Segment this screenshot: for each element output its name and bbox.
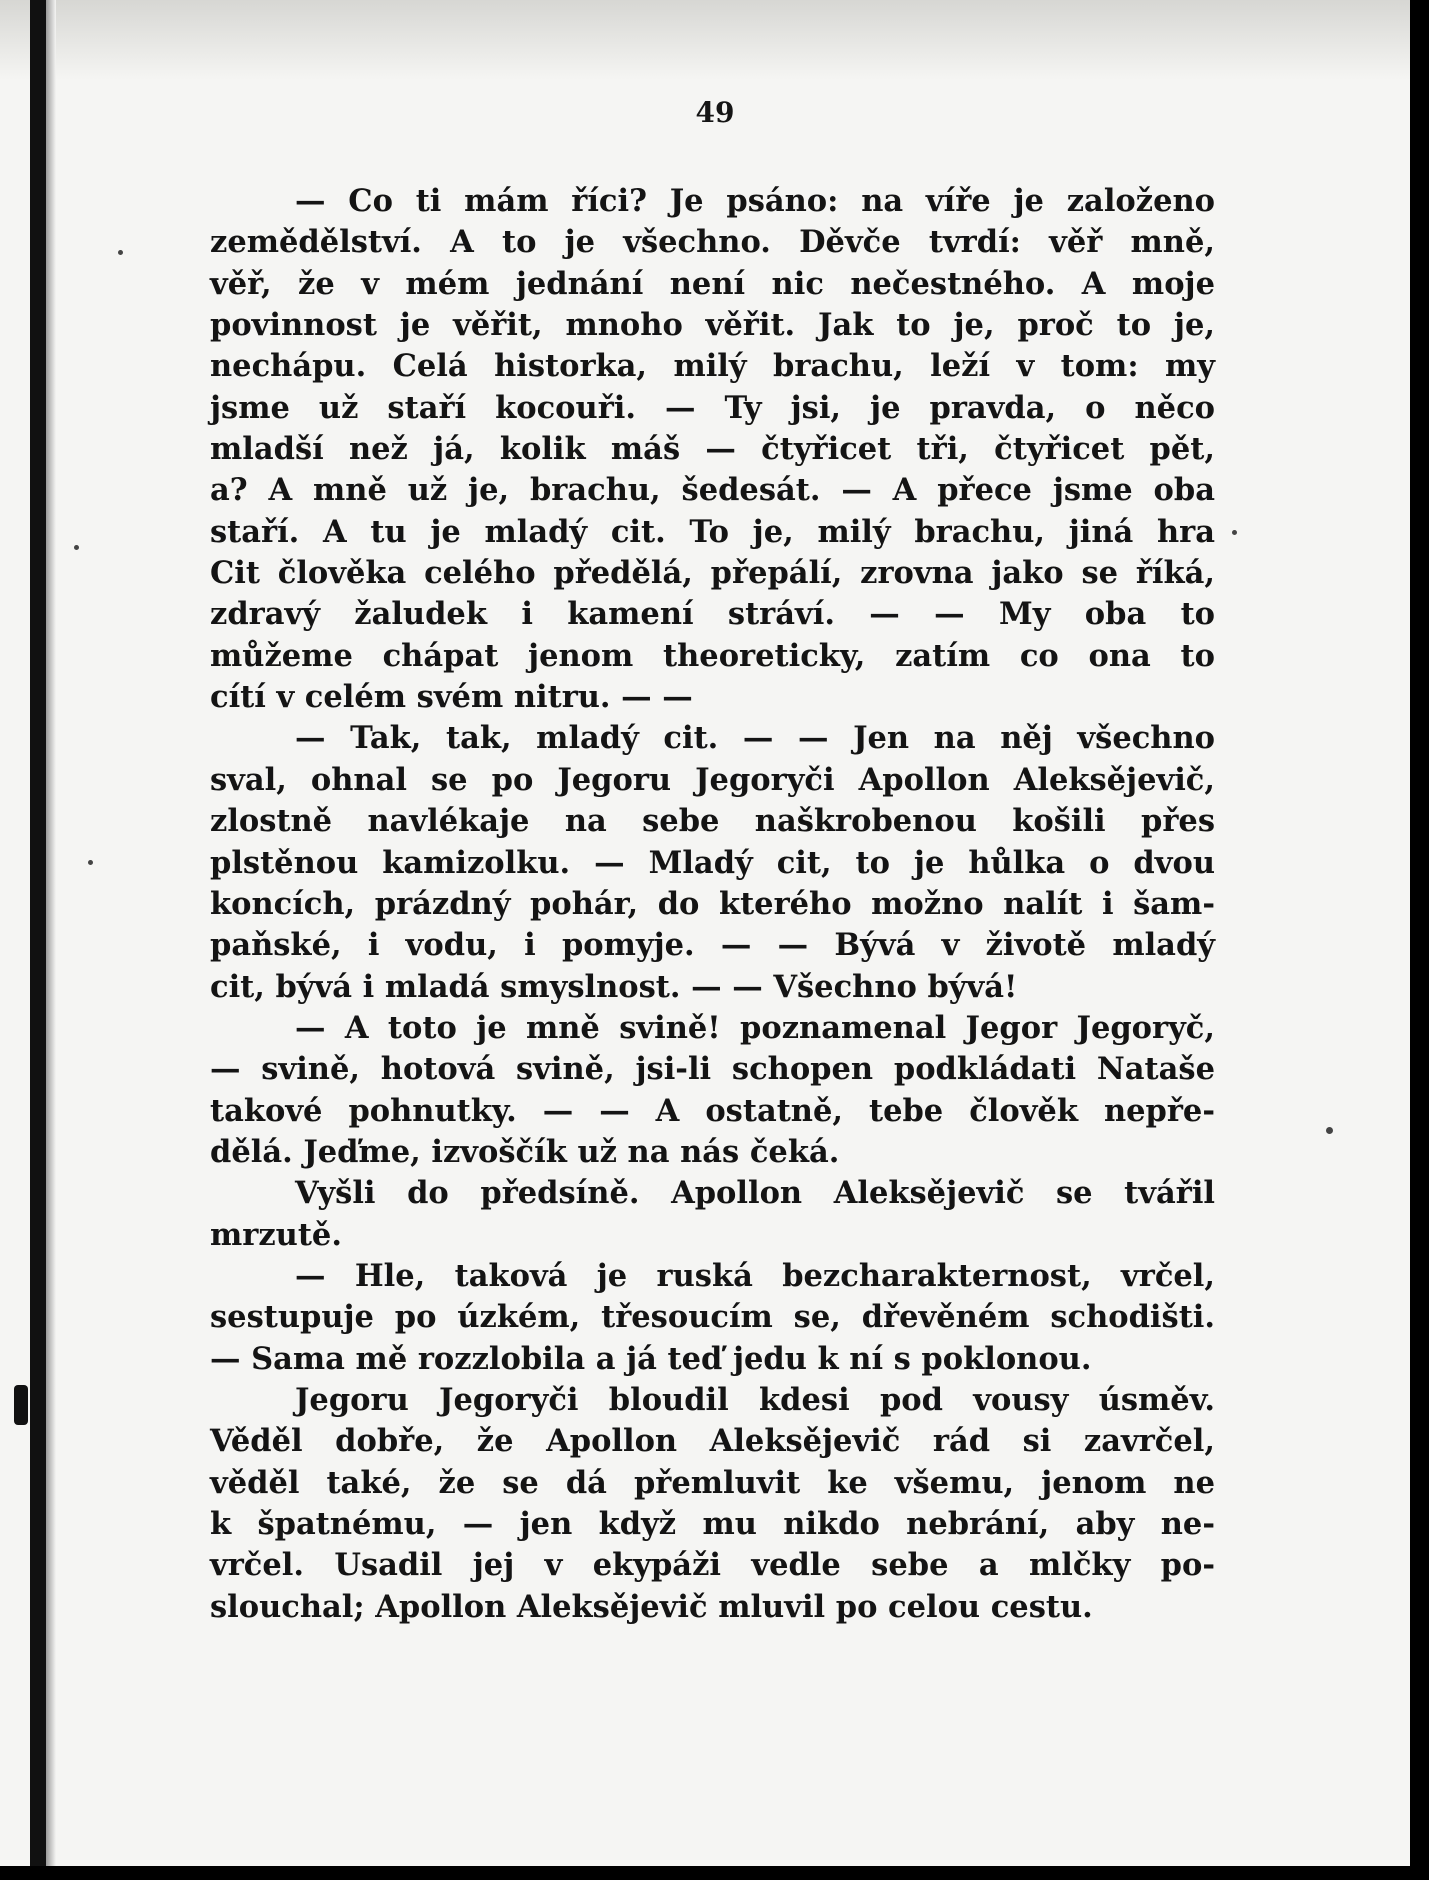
text-line: zlostně navlékaje na sebe naškrobenou košili přes: [210, 803, 1215, 840]
text-line: věděl také, že se dá přemluvit ke všemu, jenom ne: [210, 1464, 1215, 1501]
text-line: sval, ohnal se po Jegoru Jegoryči Apollon Aleksějevič,: [210, 761, 1215, 798]
binding-shadow: [46, 0, 56, 1866]
page-number: 49: [695, 96, 735, 129]
binding-mark: [14, 1385, 28, 1425]
text-line: vrčel. Usadil jej v ekypáži vedle sebe a mlčky po-: [210, 1547, 1215, 1584]
page-shading: [0, 0, 1410, 80]
text-line: sestupuje po úzkém, třesoucím se, dřevěném schodišti.: [210, 1299, 1215, 1336]
text-line: mladší než já, kolik máš — čtyřicet tři, čtyřicet pět,: [210, 431, 1215, 468]
text-line: staří. A tu je mladý cit. To je, milý brachu, jiná hra: [210, 513, 1215, 550]
text-line: nechápu. Celá historka, milý brachu, leží v tom: my: [210, 348, 1215, 385]
text-line: Jegoru Jegoryči bloudil kdesi pod vousy úsměv.: [295, 1381, 1215, 1418]
text-line: povinnost je věřit, mnoho věřit. Jak to je, proč to je,: [210, 307, 1215, 344]
paper-speck: [88, 860, 93, 865]
text-line: — Hle, taková je ruská bezcharakternost, vrčel,: [295, 1257, 1215, 1294]
text-line: můžeme chápat jenom theoreticky, zatím co ona to: [210, 637, 1215, 674]
paper-speck: [74, 545, 79, 550]
text-line: a? A mně už je, brachu, šedesát. — A přece jsme oba: [210, 472, 1215, 509]
paper-speck: [118, 250, 123, 255]
text-line: — svině, hotová svině, jsi-li schopen podkládati Nataše: [210, 1051, 1215, 1088]
text-line: zdravý žaludek i kamení stráví. — — My oba to: [210, 596, 1215, 633]
text-line: věř, že v mém jednání není nic nečestného. A moje: [210, 265, 1215, 302]
text-line: Cit člověka celého předělá, přepálí, zrovna jako se říká,: [210, 555, 1215, 592]
text-line: — A toto je mně svině! poznamenal Jegor Jegoryč,: [295, 1009, 1215, 1046]
text-line: plstěnou kamizolku. — Mladý cit, to je hůlka o dvou: [210, 844, 1215, 881]
text-line: koncích, prázdný pohár, do kterého možno nalít i šam-: [210, 885, 1215, 922]
paper-speck: [1232, 530, 1237, 535]
text-line: cítí v celém svém nitru. — —: [210, 679, 693, 716]
text-line: — Co ti mám říci? Je psáno: na víře je založeno: [295, 183, 1215, 219]
binding-edge: [30, 0, 46, 1866]
text-line: mrzutě.: [210, 1216, 342, 1253]
text-line: Věděl dobře, že Apollon Aleksějevič rád si zavrčel,: [210, 1423, 1215, 1460]
text-line: paňské, i vodu, i pomyje. — — Bývá v životě mladý: [210, 927, 1215, 964]
text-line: k špatnému, — jen když mu nikdo nebrání, aby ne-: [210, 1506, 1215, 1542]
text-line: dělá. Jeďme, izvoščík už na nás čeká.: [210, 1133, 840, 1170]
text-line: Vyšli do předsíně. Apollon Aleksějevič se tvářil: [295, 1175, 1215, 1212]
text-line: zemědělství. A to je všechno. Děvče tvrdí: věř mně,: [210, 224, 1215, 261]
text-line: takové pohnutky. — — A ostatně, tebe člověk nepře-: [210, 1092, 1215, 1129]
text-line: — Sama mě rozzlobila a já teď jedu k ní s poklonou.: [210, 1340, 1092, 1377]
text-line: — Tak, tak, mladý cit. — — Jen na něj všechno: [295, 720, 1215, 757]
text-line: cit, bývá i mladá smyslnost. — — Všechno bývá!: [210, 968, 1018, 1005]
body-text: [210, 181, 1215, 1628]
text-line: slouchal; Apollon Aleksějevič mluvil po celou cestu.: [210, 1588, 1093, 1625]
paper-speck: [1326, 1127, 1333, 1134]
text-line: jsme už staří kocouři. — Ty jsi, je pravda, o něco: [210, 389, 1215, 426]
